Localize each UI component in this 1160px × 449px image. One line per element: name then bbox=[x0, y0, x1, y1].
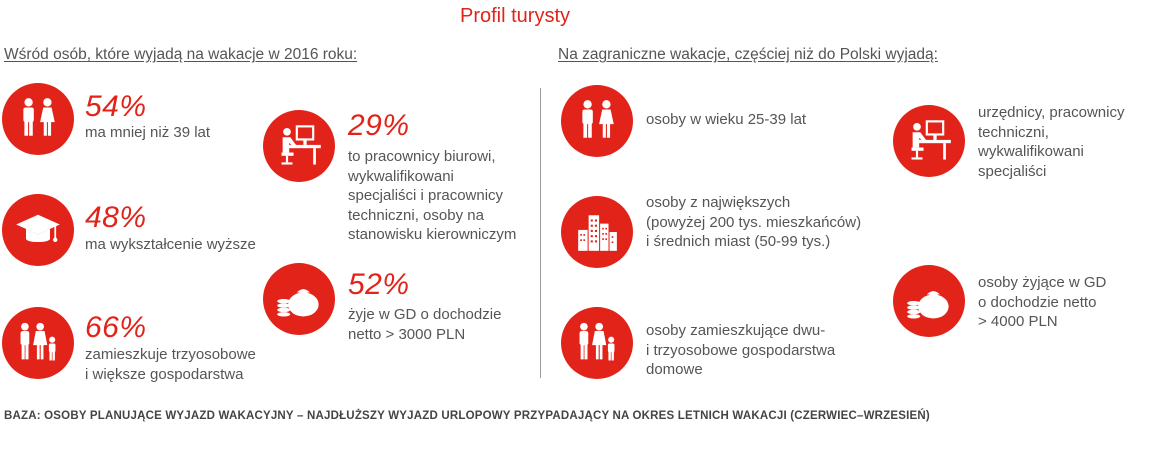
family-icon bbox=[561, 307, 633, 379]
stat-percent-age: 54% bbox=[85, 90, 147, 123]
graduation-cap-icon bbox=[2, 194, 74, 266]
stat-text-occupation: to pracownicy biurowi, wykwalifikowani specjaliści i pracownicy techniczni, osoby na stanowisku kierowniczym bbox=[348, 148, 517, 243]
stat-percent-household: 66% bbox=[85, 311, 147, 344]
stat-text-education: ma wykształcenie wyższe bbox=[85, 236, 256, 253]
left-section-heading: Wśród osób, które wyjadą na wakacje w 2016 roku: bbox=[4, 46, 358, 63]
abroad-text-age: osoby w wieku 25-39 lat bbox=[646, 111, 807, 128]
money-bag-icon bbox=[263, 263, 335, 335]
couple-icon bbox=[2, 83, 74, 155]
couple-icon bbox=[561, 85, 633, 157]
page-title bbox=[0, 5, 1160, 28]
office-worker-icon bbox=[893, 105, 965, 177]
stat-percent-occupation: 29% bbox=[348, 109, 410, 142]
stat-text-income: żyje w GD o dochodzie netto > 3000 PLN bbox=[348, 306, 502, 343]
section-divider bbox=[540, 88, 541, 378]
money-bag-icon bbox=[893, 265, 965, 337]
stat-text-age: ma mniej niż 39 lat bbox=[85, 124, 211, 141]
abroad-text-occupation: urzędnicy, pracownicy techniczni, wykwalifikowani specjaliści bbox=[978, 104, 1125, 180]
abroad-text-income: osoby żyjące w GD o dochodzie netto > 4000 PLN bbox=[978, 274, 1107, 330]
family-icon bbox=[2, 307, 74, 379]
abroad-text-household: osoby zamieszkujące dwu- i trzyosobowe gospodarstwa domowe bbox=[646, 322, 836, 378]
title-text: Profil turysty bbox=[459, 5, 571, 27]
abroad-text-city: osoby z największych (powyżej 200 tys. mieszkańców) i średnich miast (50-99 tys.) bbox=[646, 194, 862, 250]
city-buildings-icon bbox=[561, 196, 633, 268]
stat-percent-education: 48% bbox=[85, 201, 147, 234]
stat-percent-income: 52% bbox=[348, 268, 410, 301]
right-section-heading: Na zagraniczne wakacje, częściej niż do Polski wyjadą: bbox=[558, 46, 938, 63]
office-worker-icon bbox=[263, 110, 335, 182]
footer-base-note: BAZA: OSOBY PLANUJĄCE WYJAZD WAKACYJNY – NAJDŁUŻSZY WYJAZD URLOPOWY PRZYPADAJĄCY NA OKRES LETNICH WAKACJI (CZERWIEC–WRZESIEŃ) bbox=[4, 410, 930, 422]
stat-text-household: zamieszkuje trzyosobowe i większe gospodarstwa bbox=[85, 346, 256, 383]
